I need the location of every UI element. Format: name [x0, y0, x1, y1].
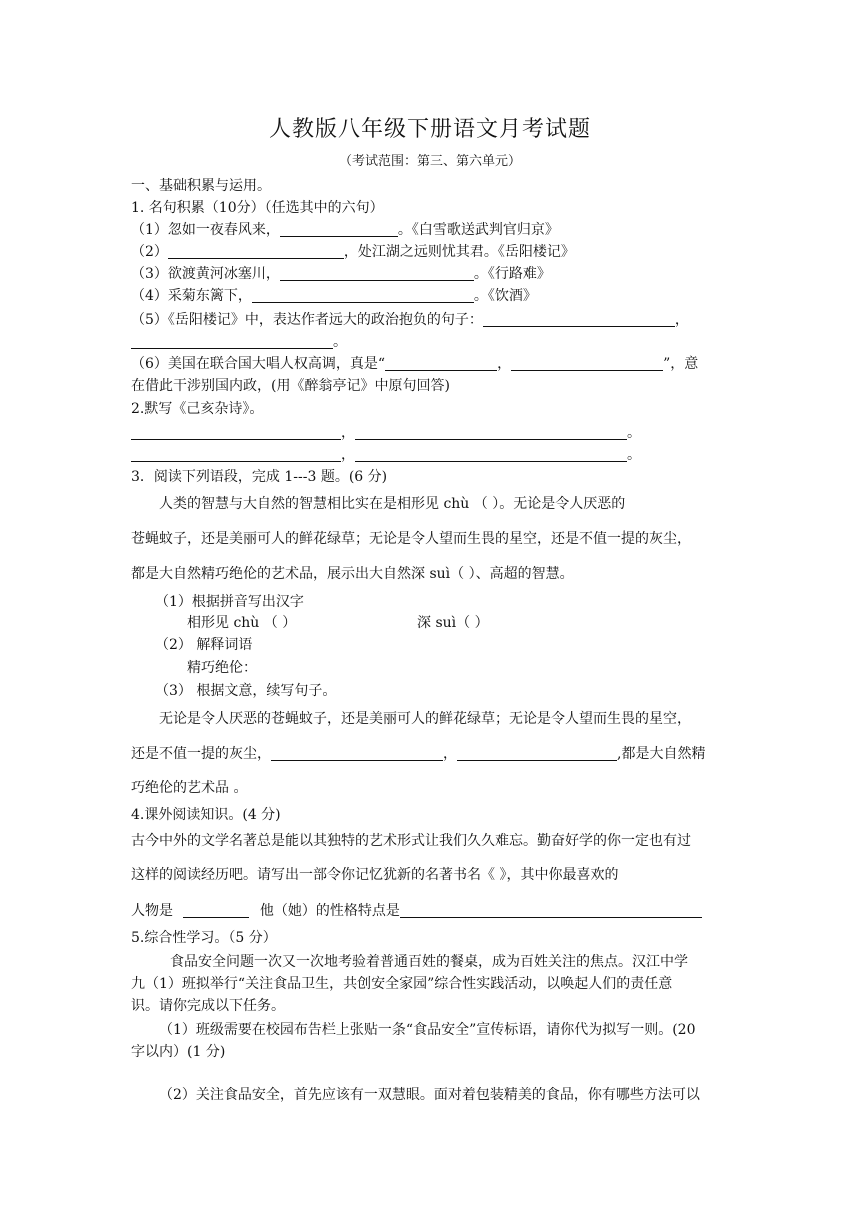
- answer-blank[interactable]: [457, 746, 617, 761]
- answer-blank[interactable]: [400, 903, 702, 918]
- section-heading: 一、基础积累与运用。: [131, 178, 271, 194]
- q5-line-1: 食品安全问题一次又一次地考验着普通百姓的餐桌，成为百姓关注的焦点。汉江中学: [170, 954, 688, 970]
- answer-blank[interactable]: [131, 334, 333, 349]
- answer-blank[interactable]: [355, 447, 627, 462]
- q2-period: 。: [627, 447, 641, 463]
- answer-blank[interactable]: [511, 356, 663, 371]
- q3-continue-line-2: [131, 745, 705, 763]
- q1-item-6: [131, 355, 698, 373]
- q5-line-2: 九（1）班拟举行“关注食品卫生，共创安全家园”综合性实践活动，以唤起人们的责任意: [131, 976, 673, 992]
- q5-task-1: （1）班级需要在校园布告栏上张贴一条“食品安全”宣传标语，请你代为拟写一则。(20: [159, 1022, 696, 1038]
- q2-comma: ，: [341, 425, 355, 441]
- q1-item-3-source: 。《行路难》: [473, 266, 551, 282]
- q1-item-5-comma: ，: [674, 312, 689, 328]
- q1-item-4-text: （4）采菊东篱下，: [131, 288, 252, 304]
- q1-item-6-continued: 在借此干涉别国内政，(用《醉翁亭记》中原句回答): [131, 378, 450, 394]
- answer-blank[interactable]: [252, 288, 474, 303]
- q1-item-6-text: （6）美国在联合国大唱人权高调，真是“: [131, 356, 386, 372]
- q1-item-6-comma: ，: [497, 356, 512, 372]
- q2-period: 。: [627, 425, 641, 441]
- q3-continue-end: ,都是大自然精: [617, 746, 706, 762]
- question-4-heading: 4.课外阅读知识。(4 分): [131, 807, 281, 823]
- answer-blank[interactable]: [483, 312, 675, 327]
- page-title: 人教版八年级下册语文月考试题: [268, 117, 591, 142]
- q1-item-5-continued: [131, 333, 347, 351]
- answer-blank[interactable]: [183, 903, 249, 918]
- q1-item-3: [131, 265, 551, 283]
- answer-blank[interactable]: [385, 356, 497, 371]
- q3-sub-1a: 相形见 chù （ ）: [187, 615, 297, 631]
- q1-item-1-text: （1）忽如一夜春风来，: [131, 222, 280, 238]
- q1-item-1-source: 。《白雪歌送武判官归京》: [397, 222, 559, 238]
- question-2-heading: 2.默写《己亥杂诗》。: [131, 401, 264, 417]
- q3-continue-text: 还是不值一提的灰尘，: [131, 746, 271, 762]
- q3-passage-line-2: 苍蝇蚊子，还是美丽可人的鲜花绿草；无论是令人望而生畏的星空，还是不值一提的灰尘，: [131, 531, 691, 547]
- q5-task-2: （2）关注食品安全，首先应该有一双慧眼。面对着包装精美的食品，你有哪些方法可以: [159, 1087, 700, 1103]
- q2-comma: ，: [341, 447, 355, 463]
- q1-item-5-text: （5）《岳阳楼记》中，表达作者远大的政治抱负的句子：: [131, 312, 483, 328]
- q3-continue-comma: ，: [443, 746, 457, 762]
- q3-sub-2a: 精巧绝伦：: [187, 660, 257, 676]
- q1-item-5: [131, 311, 689, 329]
- answer-blank[interactable]: [131, 447, 341, 462]
- q3-continue-line-1: 无论是令人厌恶的苍蝇蚊子，还是美丽可人的鲜花绿草；无论是令人望而生畏的星空，: [159, 711, 691, 727]
- page-subtitle: （考试范围：第三、第六单元）: [338, 154, 521, 169]
- q2-line-2: [131, 446, 641, 464]
- q3-passage-line-3: 都是大自然精巧绝伦的艺术品，展示出大自然深 suì（ ）、高超的智慧。: [131, 566, 574, 582]
- q4-line-2: 这样的阅读经历吧。请写出一部令你记忆犹新的名著书名《 》，其中你最喜欢的: [131, 867, 619, 883]
- q1-item-2: [131, 243, 575, 261]
- q1-item-1: [131, 221, 559, 239]
- q4-line-1: 古今中外的文学名著总是能以其独特的艺术形式让我们久久难忘。勤奋好学的你一定也有过: [131, 833, 691, 849]
- q1-item-4-source: 。《饮酒》: [473, 288, 537, 304]
- q3-sub-2: （2） 解释词语: [155, 637, 253, 653]
- q1-item-2-text: （2）: [131, 244, 168, 260]
- q5-task-1-continued: 字以内）(1 分): [131, 1044, 226, 1060]
- q1-item-5-period: 。: [333, 334, 347, 350]
- q3-continue-line-3: 巧绝伦的艺术品 。: [131, 780, 248, 796]
- q4-trait-label: 他（她）的性格特点是: [259, 903, 400, 919]
- question-3-heading: 3．阅读下列语段，完成 1---3 题。(6 分): [131, 469, 388, 485]
- answer-blank[interactable]: [355, 425, 627, 440]
- answer-blank[interactable]: [280, 266, 474, 281]
- q1-item-4: [131, 287, 537, 305]
- q3-sub-1b: 深 suì（ ）: [417, 615, 489, 631]
- q3-sub-1: （1）根据拼音写出汉字: [155, 594, 304, 610]
- q5-line-3: 识。请你完成以下任务。: [131, 998, 285, 1014]
- answer-blank[interactable]: [280, 222, 398, 237]
- q4-line-3: [131, 902, 702, 920]
- q1-item-2-source: ，处江湖之远则忧其君。《岳阳楼记》: [343, 244, 575, 260]
- answer-blank[interactable]: [131, 425, 341, 440]
- answer-blank[interactable]: [168, 244, 344, 259]
- q2-line-1: [131, 424, 641, 442]
- q1-item-6-end: ”，意: [663, 356, 699, 372]
- q1-item-3-text: （3）欲渡黄河冰塞川，: [131, 266, 280, 282]
- question-1-heading: 1. 名句积累（10分）（任选其中的六句）: [131, 200, 384, 216]
- answer-blank[interactable]: [271, 746, 443, 761]
- question-5-heading: 5.综合性学习。（5 分）: [131, 930, 277, 946]
- q4-character-label: 人物是: [131, 903, 173, 919]
- q3-passage-line-1: 人类的智慧与大自然的智慧相比实在是相形见 chù （ ）。无论是令人厌恶的: [159, 496, 626, 512]
- q3-sub-3: （3） 根据文意，续写句子。: [155, 683, 337, 699]
